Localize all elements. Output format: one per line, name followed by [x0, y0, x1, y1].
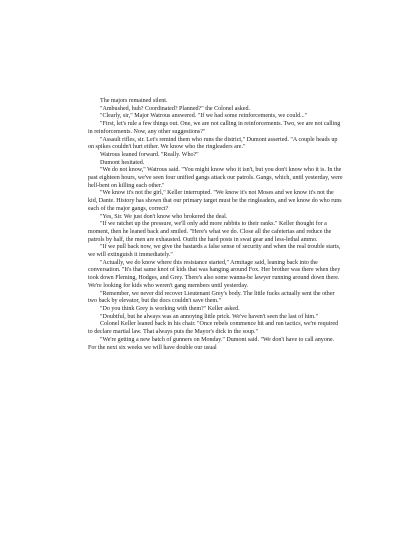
paragraph: "If we ratchet up the pressure, we'll only add more rabbits to their ranks." Keller thought for a moment, then he leaned back and smiled. "Here's what we do. Close all the cafeterias and reduce the patrols by half, the men are exhausted. Outfit the hard posts in swat gear and less-lethal ammo. [88, 221, 332, 243]
paragraph: "We're getting a new batch of gunners on Monday." Dumont said. "We don't have to call anyone. For the next six weeks we will have double our usual [88, 336, 335, 351]
paragraph: Dumont hesitated. [100, 159, 145, 166]
paragraph: "We know it's not the girl," Keller interrupted. "We know it's not Moses and we know it's not the kid, Dante. History has shown that our primary target must be the ringleaders, and we know do who runs each of the major gangs, correct? [88, 190, 342, 212]
paragraph: "First, let's rule a few things out. One, we are not calling in reinforcements. Two, we are not calling in reinforcements. Now, any other suggestions?" [88, 121, 341, 135]
paragraph: "Clearly, sir," Major Watrous answered. "If we had some reinforcements, we could..." [100, 113, 308, 120]
paragraph: "Do you think Grey is working with them?" Keller asked. [100, 305, 240, 312]
paragraph: "If we pull back now, we give the bastards a false sense of security and when the real trouble starts, we will extinguish it immediately." [88, 244, 341, 259]
paragraph: "Doubtful, but he always was an annoying little prick. We've haven't seen the last of him." [100, 313, 319, 320]
document-page [88, 98, 343, 352]
paragraph: "Ambushed, huh? Coordinated? Planned?" the Colonel asked. [100, 105, 251, 112]
paragraph: "Remember, we never did recover Lieutenant Grey's body. The little fucks actually sent the other two back by elevator, but the docs couldn't save them." [88, 290, 335, 305]
paragraph: Colonel Keller leaned back in his chair. "Once rebels commence hit and run tactics, we're required to declare martial law. That always puts the Mayor's dick in the soup." [88, 321, 339, 336]
paragraph: Watrous leaned forward. "Really. Who?" [100, 151, 199, 158]
paragraph: "Actually, we do know where this resistance started," Armitage said, leaning back into the conversation. "It's that same knot of kids that was hanging around Fox. Her brother was there when they took down Fleming, Hodges, and Grey. There's also some wanna-be lawyer running around down there. We're looking for kids who weren't gang members until yesterday. [88, 259, 341, 289]
paragraph: "Yes, Sir. We just don't know who brokered the deal. [100, 213, 228, 220]
paragraph: "We do not know," Watrous said. "You might know who it isn't, but you don't know who it is. In the past eighteen hours, we've seen four unified gangs attack our patrols. Gangs, which, until yesterday, were hell-bent on killing each other." [88, 167, 343, 189]
paragraph: "Assault rifles, sir. Let's remind them who runs the district," Dumont asserted. "A couple heads up on spikes couldn't hurt either. We know who the ringleaders are." [88, 136, 338, 151]
paragraph: The majors remained silent. [100, 98, 168, 104]
